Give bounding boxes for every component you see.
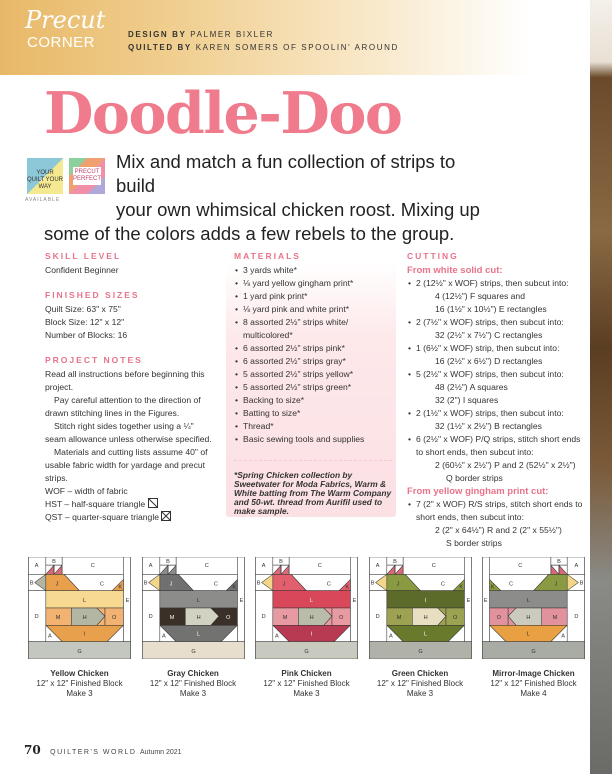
piece-label: L: [196, 631, 200, 638]
note-p4: Materials and cutting lists assume 40" of usable fabric width for yardage and precut strips.: [45, 447, 208, 483]
material-item: • 6 assorted 2½" strips gray*: [234, 355, 392, 368]
block-make-count: Make 3: [179, 689, 207, 698]
cut-subitem: S border strips: [446, 538, 502, 548]
piece-label: C: [431, 563, 436, 570]
piece-label: O: [225, 615, 230, 622]
white-cut-heading: From white solid cut:: [407, 265, 503, 276]
piece-label: C: [99, 581, 104, 588]
piece-label: L: [196, 597, 200, 604]
piece-label: G: [417, 648, 423, 655]
block-size-label: 12" x 12" Finished Block: [376, 679, 464, 688]
piece-label: K: [118, 584, 123, 591]
material-item: • 1 yard pink print*: [234, 290, 392, 303]
piece-label: G: [190, 648, 196, 655]
block-caption: [471, 669, 596, 699]
piece-label: J: [554, 581, 558, 588]
block-name: Mirror-Image Chicken: [492, 669, 575, 678]
piece-label: H: [82, 615, 87, 622]
piece-label: A: [275, 633, 279, 640]
piece-label: C: [326, 581, 331, 588]
material-item: • 5 assorted 2½" strips yellow*: [234, 368, 392, 381]
piece-label: B: [392, 559, 397, 566]
piece-label: C: [90, 563, 95, 570]
material-item: • Basic sewing tools and supplies: [234, 433, 392, 446]
cut-subitem: 2 (2" x 64½") R and 2 (2" x 55½"): [435, 525, 562, 535]
sizes-heading: FINISHED SIZES: [45, 290, 140, 300]
note-hst: HST – half-square triangle: [45, 498, 215, 511]
cut-subitem: 16 (1½" x 10½") E rectangles: [435, 304, 547, 314]
piece-label: E: [239, 597, 243, 604]
piece-label: H: [526, 615, 531, 622]
piece-label: L: [310, 597, 314, 604]
piece-label: M: [169, 615, 174, 622]
block-make-count: Make 4: [520, 689, 547, 698]
piece-label: G: [77, 648, 82, 655]
block-caption: [17, 669, 142, 699]
block-name: Pink Chicken: [281, 669, 332, 678]
piece-label: B: [557, 559, 561, 566]
piece-label: A: [261, 563, 266, 570]
page-title: Doodle-Doo: [44, 80, 402, 147]
cut-subitem: 48 (2½") A squares: [435, 382, 508, 392]
piece-label: C: [518, 563, 523, 570]
piece-label: H: [423, 615, 428, 622]
materials-column: [234, 250, 392, 516]
piece-label: B: [279, 559, 283, 566]
piece-label: A: [161, 633, 166, 640]
note-wof: WOF – width of fabric: [45, 486, 128, 496]
material-item: • 3 yards white*: [234, 264, 392, 277]
piece-label: B: [29, 580, 34, 587]
logo-corner: CORNER: [27, 34, 96, 51]
piece-label: A: [375, 563, 380, 570]
materials-list: [234, 264, 392, 446]
yellow-cut-list: [407, 498, 587, 550]
cut-subitem: 4 (12½") F squares and: [435, 291, 525, 301]
cut-item: • 5 (2½" x WOF) strips, then subcut into: 48 (2½") A squares 32 (2") I squares: [407, 368, 587, 407]
piece-label: A: [388, 633, 393, 640]
piece-label: I: [310, 631, 313, 638]
material-item: • Batting to size*: [234, 407, 392, 420]
cut-item: • 2 (1½" x WOF) strips, then subcut into: 32 (1½" x 2½") B rectangles: [407, 407, 587, 433]
piece-label: K: [490, 584, 495, 591]
note-qst: QST – quarter-square triangle: [45, 511, 215, 524]
piece-label: G: [531, 648, 536, 655]
piece-label: A: [34, 563, 39, 570]
block-caption: [131, 669, 256, 699]
quilt-size: Quilt Size: 63" x 75": [45, 304, 121, 314]
piece-label: I: [83, 631, 86, 638]
design-credit: DESIGN BY PALMER BIXLER: [128, 30, 275, 39]
material-item: • 6 assorted 2½" strips pink*: [234, 342, 392, 355]
piece-label: J: [55, 581, 59, 588]
skill-value: Confident Beginner: [45, 265, 119, 275]
piece-label: B: [165, 559, 170, 566]
piece-label: M: [282, 615, 288, 622]
piece-label: C: [440, 581, 445, 588]
piece-label: C: [317, 563, 322, 570]
materials-note: *Spring Chicken collection by Sweetwater for Moda Fabrics, Warm & White batting from The Warm Company and 50-wt. thread from Aurifil used to make sample.: [234, 460, 392, 516]
cut-item: • 6 (2½" x WOF) P/Q strips, stitch short ends to short ends, then subcut into: 2 (60½" x 2½") P and 2 (52½" x 2½") Q border strips: [407, 433, 587, 485]
material-item: • ⅛ yard pink and white print*: [234, 303, 392, 316]
piece-label: K: [458, 584, 463, 591]
cut-subitem: 16 (2½" x 6½") D rectangles: [435, 356, 543, 366]
piece-label: A: [561, 633, 565, 640]
piece-label: M: [552, 615, 558, 622]
piece-label: A: [148, 563, 153, 570]
cut-item: • 2 (12½" x WOF) strips, then subcut into: 4 (12½") F squares and 16 (1½" x 10½") E rectangles: [407, 277, 587, 316]
block-size: Block Size: 12" x 12": [45, 317, 125, 327]
notes-heading: PROJECT NOTES: [45, 355, 143, 365]
piece-label: J: [396, 581, 399, 588]
cut-subitem: 32 (1½" x 2½") B rectangles: [435, 421, 542, 431]
note-p2: Pay careful attention to the direction of drawn stitching lines in the Figures.: [45, 395, 201, 418]
cutting-heading: CUTTING: [407, 251, 459, 261]
yellow-cut-heading: From yellow gingham print cut:: [407, 486, 549, 497]
header-band: [0, 0, 590, 75]
block-name: Gray Chicken: [167, 669, 219, 678]
piece-label: B: [52, 559, 56, 566]
piece-label: E: [125, 597, 130, 604]
block-name: Yellow Chicken: [50, 669, 109, 678]
piece-label: J: [169, 581, 172, 588]
piece-label: A: [574, 563, 579, 570]
cut-subitem: 2 (60½" x 2½") P and 2 (52½" x 2½"): [435, 460, 576, 470]
piece-label: O: [496, 615, 501, 622]
piece-label: H: [196, 615, 201, 622]
note-p3: Stitch right sides together using a ¼" seam allowance unless otherwise specified.: [45, 421, 212, 444]
material-item: • Thread*: [234, 420, 392, 433]
piece-label: C: [213, 581, 218, 588]
left-column: [45, 250, 215, 536]
cut-subitem: Q border strips: [446, 473, 503, 483]
quilted-credit: QUILTED BY KAREN SOMERS OF SPOOLIN' AROUND: [128, 43, 399, 52]
block-size-label: 12" x 12" Finished Block: [263, 679, 350, 688]
piece-label: B: [579, 580, 584, 587]
quilt-photo-edge: [590, 0, 612, 774]
piece-label: J: [282, 581, 286, 588]
piece-label: B: [256, 580, 261, 587]
material-item: • Backing to size*: [234, 394, 392, 407]
qst-icon: [161, 511, 171, 521]
block-caption: [358, 669, 483, 699]
piece-label: L: [423, 631, 427, 638]
material-item: • 8 assorted 2½" strips white/ multicolored*: [234, 316, 392, 342]
block-diagram-mirror-image-chicken: [482, 557, 585, 659]
piece-label: E: [483, 597, 488, 604]
precut-perfect-badge: PRECUT PERFECT: [69, 158, 105, 194]
magazine-name: QUILTER'S WORLD: [50, 749, 137, 756]
block-make-count: Make 3: [293, 689, 320, 698]
piece-label: G: [304, 648, 309, 655]
cut-item: • 2 (7½" x WOF) strips, then subcut into: 32 (2½" x 7½") C rectangles: [407, 316, 587, 342]
block-diagram-yellow-chicken: [28, 557, 131, 659]
block-caption: [244, 669, 369, 699]
cut-subitem: 32 (2") I squares: [435, 395, 499, 405]
piece-label: O: [112, 615, 117, 622]
piece-label: A: [48, 633, 52, 640]
block-diagram-gray-chicken: [142, 557, 245, 659]
piece-label: M: [396, 615, 401, 622]
piece-label: D: [375, 614, 380, 621]
cut-item: • 7 (2" x WOF) R/S strips, stitch short ends to short ends, then subcut into: 2 (2" x 64½") R and 2 (2" x 55½") S border strips: [407, 498, 587, 550]
block-make-count: Make 3: [66, 689, 93, 698]
block-name: Green Chicken: [391, 669, 449, 678]
piece-label: E: [352, 597, 357, 604]
piece-label: B: [370, 580, 374, 587]
cut-subitem: 32 (2½" x 7½") C rectangles: [435, 330, 543, 340]
material-item: • ⅛ yard yellow gingham print*: [234, 277, 392, 290]
piece-label: K: [231, 584, 236, 591]
piece-label: K: [345, 584, 350, 591]
note-p1: Read all instructions before beginning this project.: [45, 369, 205, 392]
hst-icon: [148, 498, 158, 508]
piece-label: D: [148, 614, 153, 621]
logo-precut: Precut: [25, 6, 106, 34]
piece-label: C: [509, 581, 514, 588]
piece-label: D: [574, 614, 579, 621]
piece-label: D: [34, 614, 39, 621]
block-size-label: 12" x 12" Finished Block: [36, 679, 123, 688]
cut-item: • 1 (6½" x WOF) strip, then subcut into: 16 (2½" x 6½") D rectangles: [407, 342, 587, 368]
block-size-label: 12" x 12" Finished Block: [149, 679, 237, 688]
issue: Autumn 2021: [139, 749, 182, 756]
piece-label: L: [526, 597, 530, 604]
page-footer: [24, 743, 182, 757]
your-quilt-your-way-badge: YOUR QUILT YOUR WAY: [27, 158, 63, 194]
materials-heading: MATERIALS: [234, 251, 301, 261]
piece-label: B: [143, 580, 147, 587]
piece-label: H: [309, 615, 314, 622]
piece-label: O: [339, 615, 344, 622]
block-diagram-green-chicken: [369, 557, 472, 659]
skill-heading: SKILL LEVEL: [45, 251, 122, 261]
piece-label: M: [55, 615, 61, 622]
available-label: AVAILABLE: [25, 197, 61, 203]
intro-text: Mix and match a fun collection of strips to build your own whimsical chicken roost. Mixing up some of the colors adds a few rebels to the group.: [44, 151, 480, 244]
piece-label: L: [526, 631, 530, 638]
piece-label: I: [424, 597, 426, 604]
material-item: • 5 assorted 2½" strips green*: [234, 381, 392, 394]
piece-label: C: [204, 563, 209, 570]
block-diagram-pink-chicken: [255, 557, 358, 659]
piece-label: D: [261, 614, 266, 621]
cutting-column: [407, 250, 587, 550]
page-number: 70: [24, 743, 41, 757]
piece-label: E: [466, 597, 470, 604]
white-cut-list: [407, 277, 587, 485]
block-count: Number of Blocks: 16: [45, 330, 128, 340]
block-size-label: 12" x 12" Finished Block: [490, 679, 577, 688]
piece-label: L: [83, 597, 87, 604]
piece-label: O: [452, 615, 457, 622]
block-make-count: Make 3: [406, 689, 434, 698]
